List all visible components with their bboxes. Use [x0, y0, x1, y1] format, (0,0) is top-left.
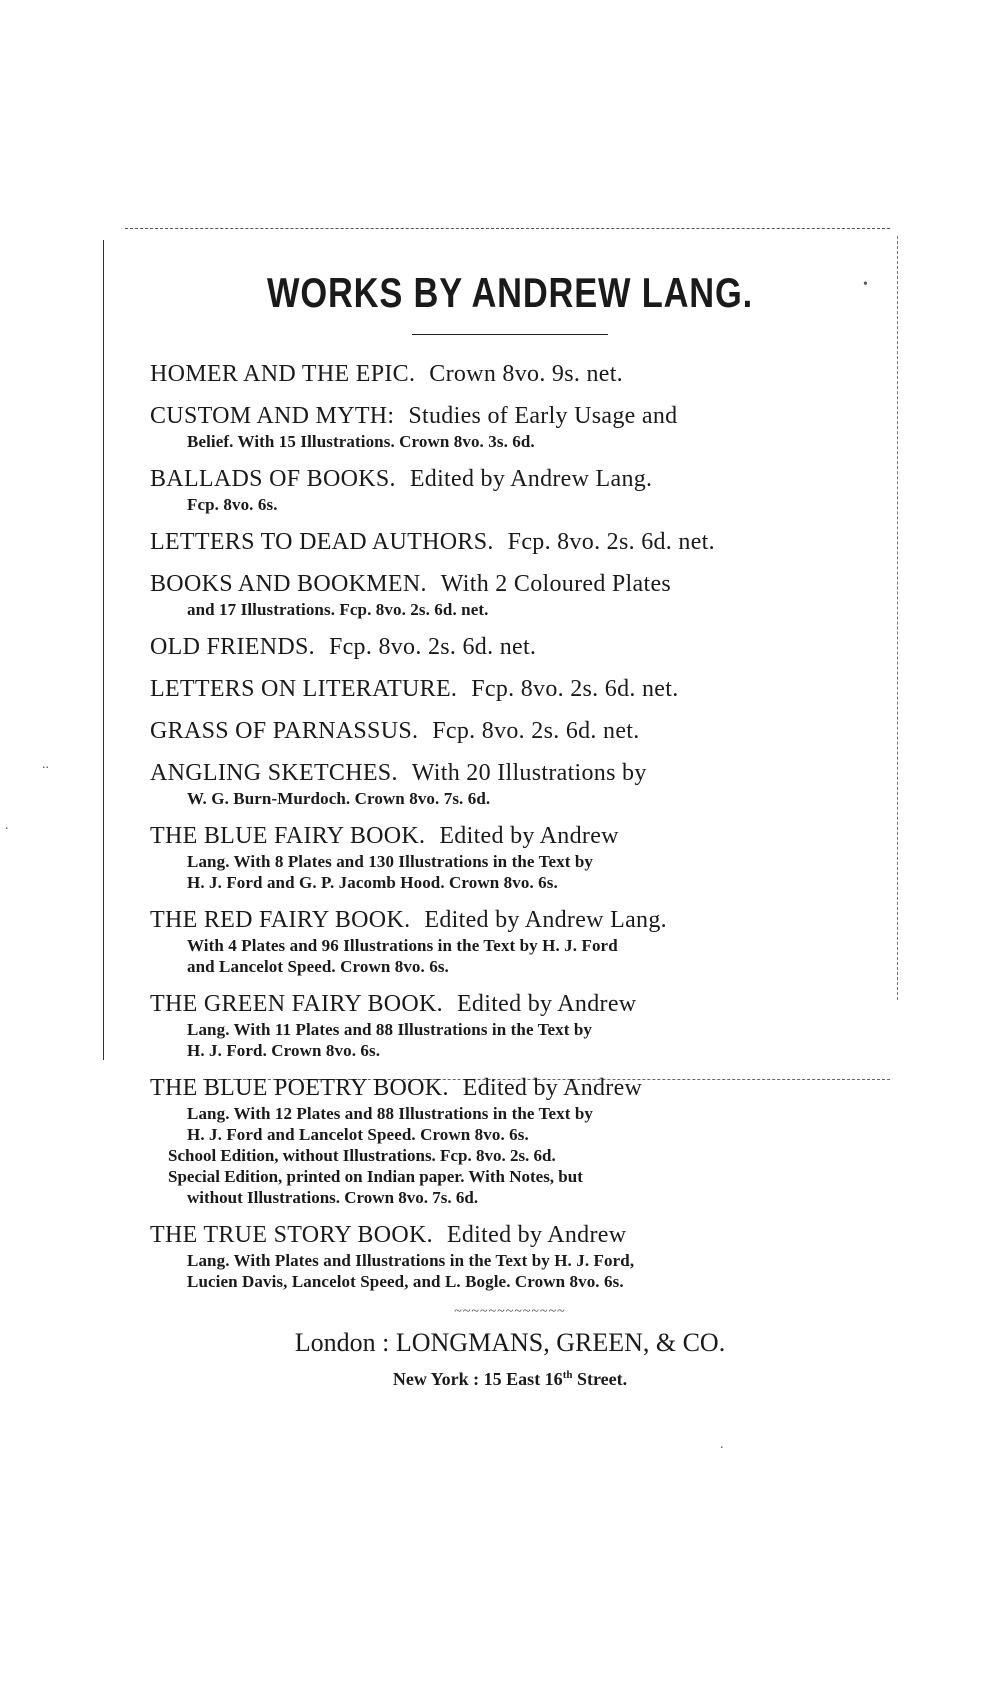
work-detail: Lang. With Plates and Illustrations in the Text by H. J. Ford,	[187, 1251, 635, 1270]
work-detail: Lang. With 11 Plates and 88 Illustrations in the Text by	[187, 1020, 593, 1039]
work-price: Edited by Andrew Lang.	[409, 466, 653, 492]
list-item	[150, 359, 870, 389]
address-start: New York : 15 East 16	[392, 1369, 563, 1389]
speck-mark: •	[863, 277, 868, 292]
work-title: LETTERS TO DEAD AUTHORS.	[150, 529, 494, 555]
work-detail: H. J. Ford and G. P. Jacomb Hood. Crown 8vo. 6s.	[187, 873, 558, 892]
works-list	[150, 359, 870, 1292]
special-edition: Special Edition, printed on Indian paper. With Notes, but	[168, 1167, 583, 1186]
work-price: Studies of Early Usage and	[408, 403, 678, 429]
speck-mark: .	[720, 1437, 724, 1452]
work-price: With 20 Illustrations by	[411, 760, 647, 786]
work-price: Crown 8vo. 9s. net.	[429, 361, 623, 387]
address-ordinal: th	[562, 1369, 573, 1381]
work-title: CUSTOM AND MYTH:	[150, 403, 395, 429]
list-item	[150, 401, 870, 452]
work-title: THE GREEN FAIRY BOOK.	[150, 991, 443, 1017]
work-price: Edited by Andrew Lang.	[424, 907, 667, 933]
list-item	[150, 1220, 870, 1292]
work-title: ANGLING SKETCHES.	[150, 760, 398, 786]
border-left	[103, 240, 104, 1060]
list-item	[150, 674, 870, 704]
publisher-line: London : LONGMANS, GREEN, & CO.	[294, 1328, 726, 1357]
work-detail: Belief. With 15 Illustrations. Crown 8vo. 3s. 6d.	[187, 432, 535, 451]
work-detail: and Lancelot Speed. Crown 8vo. 6s.	[187, 957, 449, 976]
work-title: GRASS OF PARNASSUS.	[150, 718, 419, 744]
work-detail: H. J. Ford and Lancelot Speed. Crown 8vo. 6s.	[187, 1125, 529, 1144]
speck-mark: ..	[42, 757, 49, 772]
work-price: With 2 Coloured Plates	[440, 571, 672, 597]
list-item	[150, 821, 870, 893]
work-price: Edited by Andrew	[456, 991, 637, 1017]
work-detail: and 17 Illustrations. Fcp. 8vo. 2s. 6d. net.	[187, 600, 489, 619]
list-item	[150, 989, 870, 1061]
work-title: THE TRUE STORY BOOK.	[150, 1222, 433, 1248]
work-price: Fcp. 8vo. 2s. 6d. net.	[432, 718, 640, 744]
list-item	[150, 758, 870, 809]
list-item	[150, 632, 870, 662]
work-detail: Lucien Davis, Lancelot Speed, and L. Bogle. Crown 8vo. 6s.	[187, 1272, 624, 1291]
special-edition-cont: without Illustrations. Crown 8vo. 7s. 6d.	[187, 1188, 479, 1207]
work-detail: W. G. Burn-Murdoch. Crown 8vo. 7s. 6d.	[187, 789, 491, 808]
work-price: Fcp. 8vo. 2s. 6d. net.	[471, 676, 679, 702]
work-price: Fcp. 8vo. 2s. 6d. net.	[328, 634, 537, 660]
work-title: OLD FRIENDS.	[150, 634, 315, 660]
advert-content	[150, 268, 870, 1392]
work-title: BOOKS AND BOOKMEN.	[150, 571, 427, 597]
list-item	[150, 905, 870, 977]
work-detail: Lang. With 12 Plates and 88 Illustrations in the Text by	[187, 1104, 593, 1123]
work-detail: H. J. Ford. Crown 8vo. 6s.	[187, 1041, 381, 1060]
list-item	[150, 527, 870, 557]
work-price: Fcp. 8vo. 2s. 6d. net.	[507, 529, 715, 555]
work-title: HOMER AND THE EPIC.	[150, 361, 416, 387]
work-detail: With 4 Plates and 96 Illustrations in the Text by H. J. Ford	[187, 936, 618, 955]
title-rule	[412, 334, 608, 335]
speck-mark: .	[5, 818, 9, 833]
work-title: LETTERS ON LITERATURE.	[150, 676, 458, 702]
ornament-divider: ~~~~~~~~~~~~~	[454, 1304, 566, 1319]
work-price: Edited by Andrew	[462, 1075, 643, 1101]
list-item	[150, 716, 870, 746]
work-price: Edited by Andrew	[446, 1222, 627, 1248]
work-title: THE BLUE POETRY BOOK.	[150, 1075, 449, 1101]
work-price: Edited by Andrew	[439, 823, 619, 849]
work-title: THE RED FAIRY BOOK.	[150, 907, 411, 933]
school-edition: School Edition, without Illustrations. Fcp. 8vo. 2s. 6d.	[168, 1146, 556, 1165]
address-line	[150, 1362, 870, 1392]
work-title: BALLADS OF BOOKS.	[150, 466, 396, 492]
page-title: WORKS BY ANDREW LANG.	[267, 269, 753, 316]
border-top	[125, 228, 890, 229]
work-title: THE BLUE FAIRY BOOK.	[150, 823, 426, 849]
border-right	[897, 236, 898, 1000]
list-item	[150, 464, 870, 515]
list-item	[150, 569, 870, 620]
work-detail: Fcp. 8vo. 6s.	[187, 495, 278, 514]
address-end: Street.	[572, 1369, 628, 1389]
work-detail: Lang. With 8 Plates and 130 Illustrations in the Text by	[187, 852, 593, 871]
list-item	[150, 1073, 870, 1208]
